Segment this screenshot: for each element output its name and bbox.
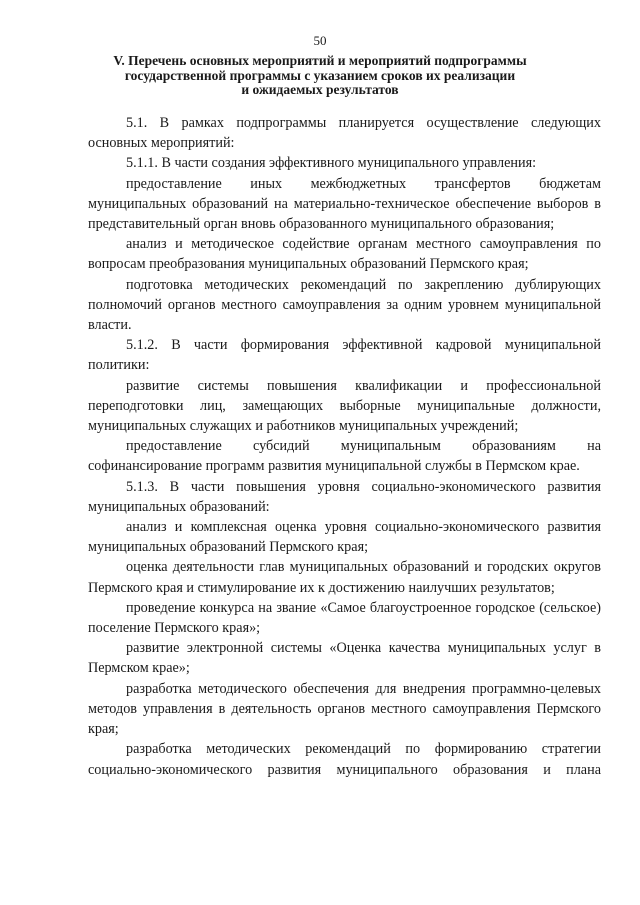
paragraph: подготовка методических рекомендаций по закреплению дублирующих полномочий органов местного самоуправления за одним уровнем муниципальной власти. (88, 276, 601, 334)
section-title (80, 54, 560, 98)
paragraph: 5.1.2. В части формирования эффективной кадровой муниципальной политики: (88, 337, 601, 374)
paragraph: 5.1.1. В части создания эффективного муниципального управления: (126, 155, 537, 172)
paragraph: анализ и методическое содействие органам местного самоуправления по вопросам преобразования муниципальных образований Пермского края; (88, 236, 601, 273)
paragraph: предоставление иных межбюджетных трансфертов бюджетам муниципальных образований на материально-техническое обеспечение выборов в представительный орган вновь образованного муниципального образования; (88, 175, 601, 233)
paragraph: предоставление субсидий муниципальным образованиям на софинансирование программ развития муниципальной службы в Пермском крае. (88, 438, 601, 475)
paragraph: анализ и комплексная оценка уровня социально-экономического развития муниципальных образований Пермского края; (88, 519, 601, 556)
paragraph: проведение конкурса на звание «Самое благоустроенное городское (сельское) поселение Пермского края»; (88, 599, 601, 637)
section-title-line: государственной программы с указанием сроков их реализации (124, 67, 516, 83)
paragraph: развитие электронной системы «Оценка качества муниципальных услуг в Пермском крае»; (88, 640, 601, 677)
paragraph: разработка методических рекомендаций по формированию стратегии социально-экономического развития муниципального образования и плана (88, 741, 601, 778)
section-title-line: V. Перечень основных мероприятий и мероприятий подпрограммы (113, 53, 527, 68)
section-title-line: и ожидаемых результатов (241, 82, 399, 97)
paragraph: оценка деятельности глав муниципальных образований и городских округов Пермского края и стимулирование их к достижению наилучших результатов; (88, 559, 601, 596)
document-body (88, 113, 601, 780)
paragraph: разработка методического обеспечения для внедрения программно-целевых методов управления в деятельность органов местного самоуправления Пермского края; (88, 680, 601, 738)
paragraph: 5.1.3. В части повышения уровня социально-экономического развития муниципальных образований: (88, 478, 601, 515)
page-number: 50 (313, 33, 327, 48)
paragraph: 5.1. В рамках подпрограммы планируется осуществление следующих основных мероприятий: (88, 115, 601, 152)
paragraph: развитие системы повышения квалификации и профессиональной переподготовки лиц, замещающих выборные муниципальные должности, муниципальных служащих и работников муниципальных учреждений; (88, 377, 601, 435)
